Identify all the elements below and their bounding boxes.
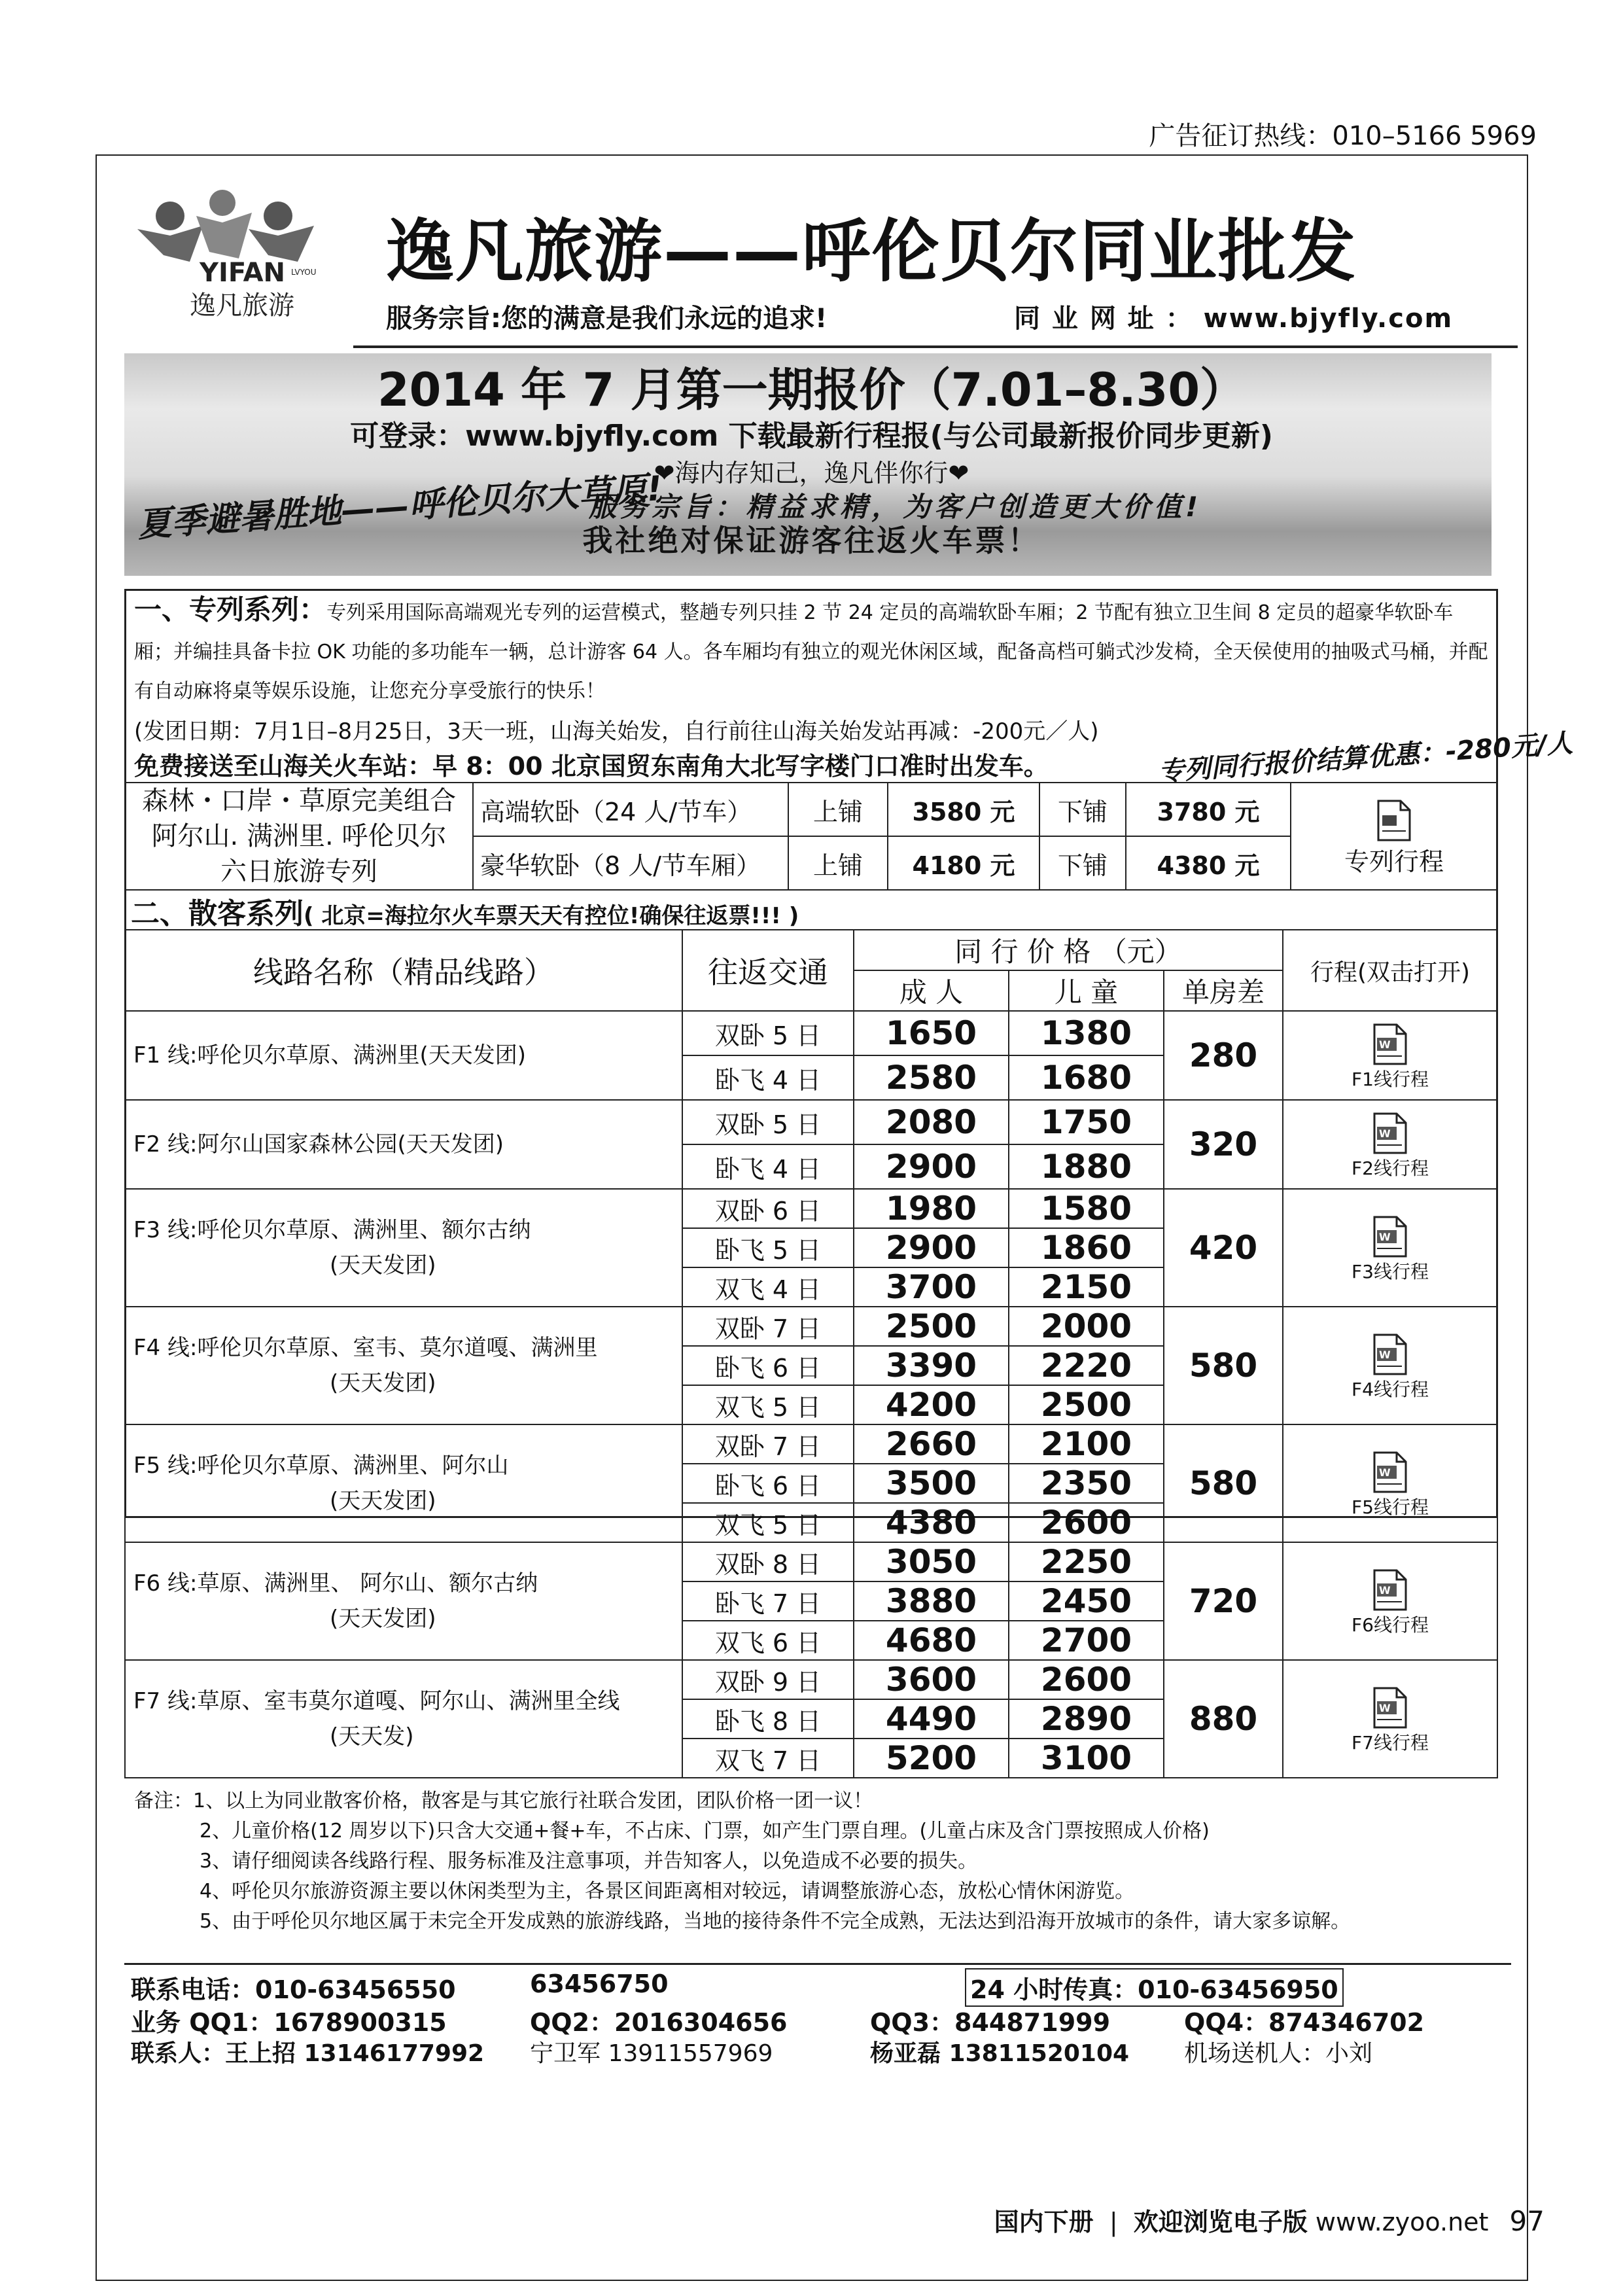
child-price: 1580 — [1009, 1189, 1164, 1228]
qq3: QQ3：844871999 — [870, 2008, 1111, 2037]
route-name — [125, 1660, 682, 1778]
table-row — [125, 1424, 1497, 1464]
section1-title: 一、专列系列： — [134, 593, 327, 626]
route-name-line: (天天发团) — [330, 1488, 436, 1514]
doc-label: F2线行程 — [1352, 1157, 1429, 1179]
fax: 24 小时传真：010-63456950 — [965, 1968, 1344, 2007]
itinerary-doc[interactable] — [1283, 1660, 1497, 1778]
note-line: 5、由于呼伦贝尔地区属于未完全开发成熟的旅游线路，当地的接待条件不完全成熟，无法达到沿海开放城市的条件，请大家多谅解。 — [200, 1910, 1351, 1933]
transport: 卧飞 4 日 — [682, 1144, 854, 1189]
route-name-line: (天天发团) — [330, 1606, 436, 1632]
route-name-line: F2 线:阿尔山国家森林公园(天天发团) — [133, 1131, 504, 1157]
adult-price: 2900 — [854, 1228, 1009, 1267]
svg-text:W: W — [1379, 1702, 1391, 1714]
single-room-diff: 880 — [1164, 1660, 1283, 1778]
package-line: 阿尔山. 满洲里. 呼伦贝尔 — [151, 821, 447, 851]
lower-price: 3780 元 — [1126, 783, 1291, 836]
child-price: 1380 — [1009, 1011, 1164, 1055]
package-name — [125, 783, 473, 890]
page-number: 97 — [1509, 2205, 1544, 2237]
word-document-icon — [1372, 1112, 1408, 1154]
contact-person: 联系人：王上招 13146177992 — [131, 2040, 485, 2067]
single-room-diff: 580 — [1164, 1307, 1283, 1424]
transport: 双卧 9 日 — [682, 1660, 854, 1699]
svg-text:W: W — [1379, 1466, 1391, 1479]
logo-text-cn: 逸凡旅游 — [190, 291, 294, 321]
word-document-icon — [1372, 1569, 1408, 1611]
qq2: QQ2：2016304656 — [530, 2008, 788, 2037]
lower-label: 下铺 — [1039, 836, 1126, 890]
adult-price: 1980 — [854, 1189, 1009, 1228]
svg-text:W: W — [1379, 1127, 1391, 1140]
doc-label: F1线行程 — [1352, 1069, 1429, 1090]
route-price-table — [124, 929, 1498, 1778]
word-document-icon — [1372, 1451, 1408, 1493]
child-price: 2350 — [1009, 1464, 1164, 1503]
route-name-line: F1 线:呼伦贝尔草原、满洲里(天天发团) — [133, 1042, 526, 1069]
child-price: 2890 — [1009, 1699, 1164, 1739]
word-document-icon — [1372, 1023, 1408, 1065]
logo-text-small: LVYOU — [291, 268, 317, 277]
page-footer — [994, 2202, 1544, 2238]
single-room-diff: 320 — [1164, 1100, 1283, 1189]
transport: 双卧 6 日 — [682, 1189, 854, 1228]
route-name — [125, 1542, 682, 1660]
upper-price: 3580 元 — [888, 783, 1039, 836]
tagline: 服务宗旨:您的满意是我们永远的追求! — [386, 304, 828, 334]
col-single: 单房差 — [1164, 970, 1283, 1011]
package-line: 森林・口岸・草原完美组合 — [142, 786, 456, 816]
child-price: 2000 — [1009, 1307, 1164, 1346]
child-price: 2250 — [1009, 1542, 1164, 1581]
adult-price: 4200 — [854, 1385, 1009, 1424]
svg-text:W: W — [1379, 1231, 1391, 1243]
package-line: 六日旅游专列 — [220, 857, 377, 887]
adult-price: 3390 — [854, 1346, 1009, 1385]
single-room-diff: 420 — [1164, 1189, 1283, 1307]
document-icon — [1376, 800, 1412, 841]
transport: 卧飞 8 日 — [682, 1699, 854, 1739]
adult-price: 3700 — [854, 1267, 1009, 1307]
pickup-info: 免费接送至山海关火车站：早 8：00 北京国贸东南角大北写字楼门口准时出发车。 — [134, 752, 1049, 781]
special-train-table — [124, 782, 1498, 891]
price-title: 2014 年 7 月第一期报价（7.01–8.30） — [377, 363, 1246, 417]
contact-person: 宁卫军 13911557969 — [530, 2040, 773, 2067]
adult-price: 2900 — [854, 1144, 1009, 1189]
ad-hotline: 广告征订热线：010–5166 5969 — [1149, 121, 1537, 151]
summer-slogan: 夏季避暑胜地——呼伦贝尔大草原! — [136, 468, 664, 545]
section2-title: 二、散客系列 — [131, 897, 304, 930]
transport: 双飞 5 日 — [682, 1503, 854, 1542]
divider — [353, 345, 1518, 348]
itinerary-doc[interactable] — [1283, 1542, 1497, 1660]
footer-site[interactable]: www.zyoo.net — [1315, 2208, 1489, 2236]
transport: 双卧 5 日 — [682, 1100, 854, 1144]
contact-person: 杨亚磊 13811520104 — [870, 2040, 1130, 2067]
phone: 联系电话：010-63456550 — [131, 1975, 456, 2004]
footer-divider: | — [1101, 2208, 1126, 2236]
route-name-line: (天天发团) — [330, 1370, 436, 1396]
route-name-line: F5 线:呼伦贝尔草原、满洲里、阿尔山 — [133, 1453, 509, 1479]
qq1: 业务 QQ1：1678900315 — [131, 2008, 447, 2037]
note-line: 3、请仔细阅读各线路行程、服务标准及注意事项，并告知客人，以免造成不必要的损失。 — [200, 1850, 978, 1873]
adult-price: 4490 — [854, 1699, 1009, 1739]
transport: 卧飞 6 日 — [682, 1464, 854, 1503]
transport: 双飞 5 日 — [682, 1385, 854, 1424]
adult-price: 2080 — [854, 1100, 1009, 1144]
table-row — [125, 1660, 1497, 1699]
adult-price: 3600 — [854, 1660, 1009, 1699]
col-itinerary: 行程(双击打开) — [1283, 930, 1497, 1011]
logo-text-en: YIFAN — [200, 258, 286, 288]
divider — [124, 1963, 1511, 1965]
adult-price: 4680 — [854, 1621, 1009, 1660]
child-price: 3100 — [1009, 1739, 1164, 1778]
footer-section: 国内下册 — [994, 2208, 1094, 2236]
adult-price: 4380 — [854, 1503, 1009, 1542]
route-name-line: F4 线:呼伦贝尔草原、室韦、莫尔道嘎、满洲里 — [133, 1335, 598, 1361]
route-name — [125, 1100, 682, 1189]
login-line: 可登录：www.bjyfly.com 下载最新行程报(与公司最新报价同步更新) — [350, 419, 1273, 453]
section1-desc: 专列采用国际高端观光专列的运营模式，整趟专列只挂 2 节 24 定员的高端软卧车厢；2 节配有独立卫生间 8 定员的超豪华软卧车厢；并编挂具备卡拉 OK 功能的多功能车一辆，总计游客 64 人。各车厢均有独立的观光休闲区域，配备高档可躺式沙发椅，全天侯使用的抽吸式马桶，并配有自动麻将桌等娱乐设施，让您充分享受旅行的快乐！ — [134, 601, 1488, 703]
route-body — [125, 1011, 1497, 1778]
page-title: 逸凡旅游——呼伦贝尔同业批发 — [386, 211, 1357, 291]
lower-price: 4380 元 — [1126, 836, 1291, 890]
svg-text:W: W — [1379, 1584, 1391, 1597]
table-row — [125, 1307, 1497, 1346]
logo — [124, 190, 340, 327]
route-name-line: F7 线:草原、室韦莫尔道嘎、阿尔山、满洲里全线 — [133, 1688, 620, 1714]
col-child: 儿 童 — [1009, 970, 1164, 1011]
doc-label: F5线行程 — [1352, 1496, 1429, 1518]
col-price-group: 同 行 价 格 （元） — [854, 930, 1283, 970]
note-line: 4、呼伦贝尔旅游资源主要以休闲类型为主，各景区间距离相对较远，请调整旅游心态，放松心情休闲游览。 — [200, 1880, 1135, 1903]
ticket-guarantee: 我社绝对保证游客往返火车票！ — [582, 523, 1041, 558]
child-price: 2450 — [1009, 1581, 1164, 1621]
transport: 双卧 5 日 — [682, 1011, 854, 1055]
section2-subtitle: ( 北京=海拉尔火车票天天有控位!确保往返票!!! ) — [304, 903, 799, 929]
section1-intro — [134, 590, 1492, 711]
website-link[interactable]: 同 业 网 址 ： www.bjyfly.com — [1014, 304, 1454, 334]
route-name — [125, 1011, 682, 1100]
adult-price: 3500 — [854, 1464, 1009, 1503]
transport: 双飞 4 日 — [682, 1267, 854, 1307]
child-price: 1860 — [1009, 1228, 1164, 1267]
adult-price: 5200 — [854, 1739, 1009, 1778]
child-price: 2700 — [1009, 1621, 1164, 1660]
people-logo-icon — [124, 190, 340, 327]
child-price: 2220 — [1009, 1346, 1164, 1385]
note-line: 备注：1、以上为同业散客价格，散客是与其它旅行社联合发团，团队价格一团一议！ — [134, 1790, 873, 1812]
word-document-icon — [1372, 1333, 1408, 1375]
adult-price: 1650 — [854, 1011, 1009, 1055]
itinerary-doc[interactable] — [1283, 1011, 1497, 1100]
svg-text:W: W — [1379, 1038, 1391, 1051]
transport: 双飞 6 日 — [682, 1621, 854, 1660]
single-room-diff: 720 — [1164, 1542, 1283, 1660]
route-name — [125, 1307, 682, 1424]
single-room-diff: 580 — [1164, 1424, 1283, 1542]
slogan: ❤海内存知己，逸凡伴你行❤ — [654, 459, 969, 487]
route-name — [125, 1424, 682, 1542]
notes — [134, 1786, 1350, 1937]
itinerary-doc[interactable] — [1283, 1307, 1497, 1424]
car-type: 高端软卧（24 人/节车） — [473, 783, 788, 836]
special-itinerary-doc[interactable] — [1291, 783, 1497, 890]
child-price: 2150 — [1009, 1267, 1164, 1307]
table-row — [125, 1542, 1497, 1581]
transport: 卧飞 4 日 — [682, 1055, 854, 1100]
footer-welcome: 欢迎浏览电子版 — [1133, 2208, 1308, 2236]
transport: 卧飞 6 日 — [682, 1346, 854, 1385]
doc-label: F6线行程 — [1352, 1614, 1429, 1636]
transport: 双卧 7 日 — [682, 1424, 854, 1464]
transport: 双卧 7 日 — [682, 1307, 854, 1346]
adult-price: 2500 — [854, 1307, 1009, 1346]
route-name-line: (天天发) — [330, 1723, 414, 1750]
table-row — [125, 1011, 1497, 1055]
transport: 双卧 8 日 — [682, 1542, 854, 1581]
child-price: 2600 — [1009, 1503, 1164, 1542]
route-name-line: F3 线:呼伦贝尔草原、满洲里、额尔古纳 — [133, 1217, 531, 1243]
depart-dates: (发团日期：7月1日–8月25日，3天一班，山海关始发，自行前往山海关始发站再减：-200元／人) — [134, 718, 1099, 745]
doc-label: F7线行程 — [1352, 1732, 1429, 1754]
note-line: 2、儿童价格(12 周岁以下)只含大交通+餐+车，不占床、门票，如产生门票自理。(儿童占床及含门票按照成人价格) — [200, 1820, 1210, 1843]
transport: 卧飞 5 日 — [682, 1228, 854, 1267]
itinerary-doc[interactable] — [1283, 1100, 1497, 1189]
table-row — [125, 1100, 1497, 1144]
word-document-icon — [1372, 1687, 1408, 1729]
col-adult: 成 人 — [854, 970, 1009, 1011]
child-price: 2100 — [1009, 1424, 1164, 1464]
upper-price: 4180 元 — [888, 836, 1039, 890]
route-name — [125, 1189, 682, 1307]
transport: 双飞 7 日 — [682, 1739, 854, 1778]
upper-label: 上铺 — [788, 783, 888, 836]
route-name-line: (天天发团) — [330, 1252, 436, 1279]
discount-note: 专列同行报价结算优惠：-280元/人 — [1157, 728, 1574, 788]
route-name-line: F6 线:草原、满洲里、 阿尔山、额尔古纳 — [133, 1570, 538, 1597]
adult-price: 2580 — [854, 1055, 1009, 1100]
doc-label: F3线行程 — [1352, 1261, 1429, 1282]
upper-label: 上铺 — [788, 836, 888, 890]
word-document-icon — [1372, 1216, 1408, 1258]
child-price: 2600 — [1009, 1660, 1164, 1699]
doc-label: 专列行程 — [1344, 847, 1444, 876]
child-price: 1750 — [1009, 1100, 1164, 1144]
child-price: 1680 — [1009, 1055, 1164, 1100]
itinerary-doc[interactable] — [1283, 1424, 1497, 1542]
col-transport: 往返交通 — [682, 930, 854, 1011]
adult-price: 3050 — [854, 1542, 1009, 1581]
table-row — [125, 1189, 1497, 1228]
adult-price: 3880 — [854, 1581, 1009, 1621]
qq4: QQ4：874346702 — [1184, 2008, 1425, 2037]
svg-text:W: W — [1379, 1349, 1391, 1361]
phone2: 63456750 — [530, 1969, 669, 1998]
single-room-diff: 280 — [1164, 1011, 1283, 1100]
section2-header — [131, 890, 799, 932]
child-price: 2500 — [1009, 1385, 1164, 1424]
lower-label: 下铺 — [1039, 783, 1126, 836]
car-type: 豪华软卧（8 人/节车厢） — [473, 836, 788, 890]
itinerary-doc[interactable] — [1283, 1189, 1497, 1307]
col-route: 线路名称（精品线路） — [125, 930, 682, 1011]
doc-label: F4线行程 — [1352, 1379, 1429, 1400]
transport: 卧飞 7 日 — [682, 1581, 854, 1621]
child-price: 1880 — [1009, 1144, 1164, 1189]
service-slogan: 服务宗旨：精益求精，为客户创造更大价值! — [589, 491, 1202, 523]
adult-price: 2660 — [854, 1424, 1009, 1464]
contact-person: 机场送机人：小刘 — [1184, 2040, 1373, 2067]
